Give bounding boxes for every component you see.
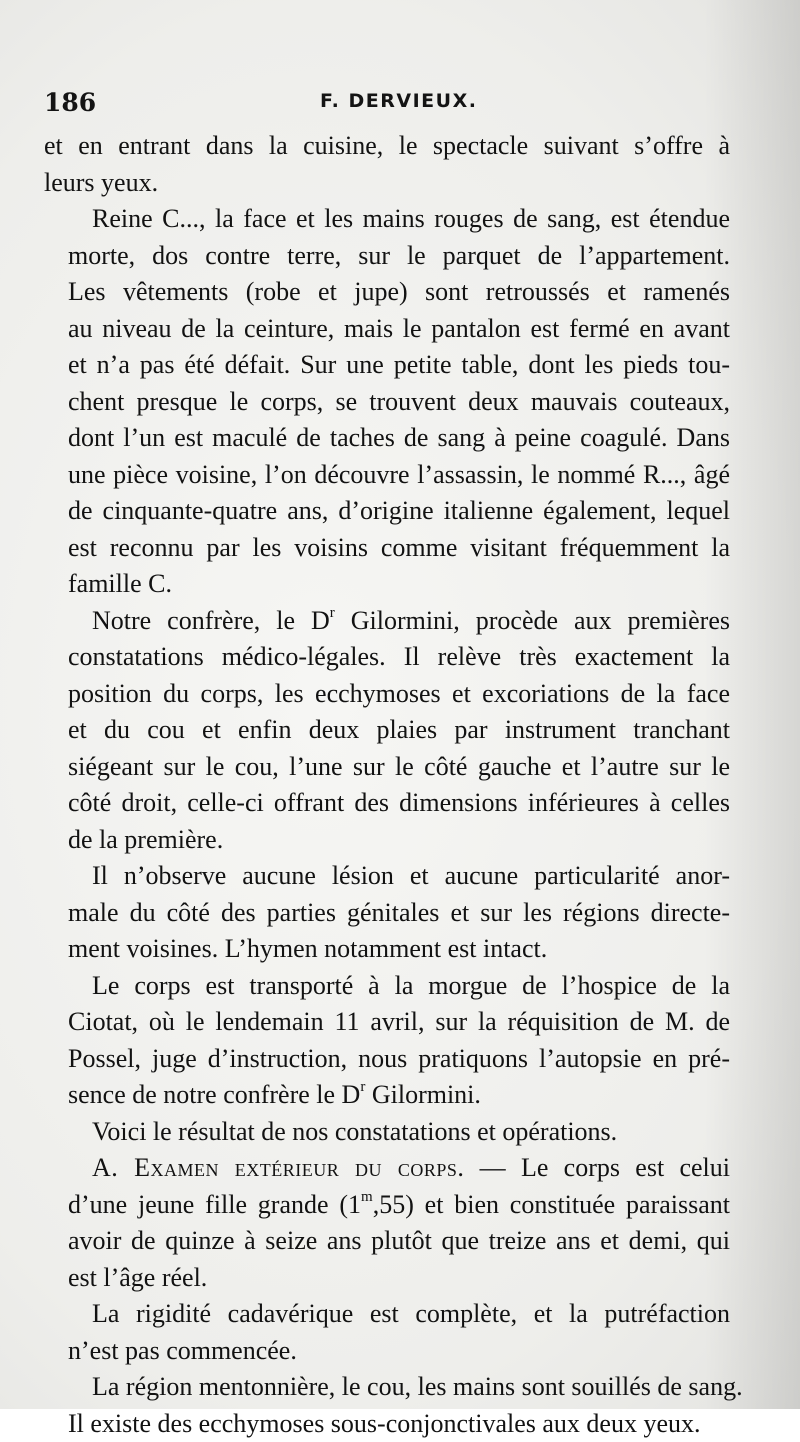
text-line: La rigidité cadavérique est complète, et la putréfaction <box>44 1296 730 1333</box>
text-line: côté droit, celle-ci offrant des dimensions inférieures à celles <box>44 785 730 822</box>
text-line: et en entrant dans la cuisine, le spectacle suivant s’offre à <box>44 128 730 165</box>
page-header <box>44 82 730 122</box>
text-line: Il existe des ecchymoses sous-conjonctivales aux deux yeux. <box>44 1406 730 1442</box>
text-line: et n’a pas été défait. Sur une petite table, dont les pieds tou- <box>44 347 730 384</box>
paragraph <box>44 858 730 968</box>
text-line: Voici le résultat de nos constatations et opérations. <box>44 1114 730 1151</box>
text-line: est reconnu par les voisins comme visitant fréquemment la <box>44 530 730 567</box>
paragraph <box>44 1114 730 1151</box>
superscript: r <box>360 1079 365 1095</box>
superscript: r <box>330 605 335 621</box>
text-line: famille C. <box>44 566 730 603</box>
text-line: Il n’observe aucune lésion et aucune particularité anor- <box>44 858 730 895</box>
paragraph <box>44 128 730 201</box>
text-line: et du cou et enfin deux plaies par instrument tranchant <box>44 712 730 749</box>
text-line: constatations médico-légales. Il relève très exactement la <box>44 639 730 676</box>
text-line: sence de notre confrère le $D^r$ Gilormini. <box>44 1077 730 1114</box>
paragraph <box>44 201 730 603</box>
text-line: de la première. <box>44 822 730 859</box>
paragraph <box>44 1369 730 1442</box>
text-line: ment voisines. L’hymen notamment est intact. <box>44 931 730 968</box>
paragraph <box>44 968 730 1114</box>
text-line: Ciotat, où le lendemain 11 avril, sur la réquisition de M. de <box>44 1004 730 1041</box>
paragraph <box>44 603 730 859</box>
text-line: male du côté des parties génitales et sur les régions directe- <box>44 895 730 932</box>
text-line: est l’âge réel. <box>44 1260 730 1297</box>
section-heading: A. Examen extérieur du corps. <box>92 1153 464 1182</box>
text-line: Reine C..., la face et les mains rouges de sang, est étendue <box>44 201 730 238</box>
running-head: F. DERVIEUX. <box>320 90 477 112</box>
text-line: une pièce voisine, l’on découvre l’assassin, le nommé R..., âgé <box>44 457 730 494</box>
text-line: avoir de quinze à seize ans plutôt que treize ans et demi, qui <box>44 1223 730 1260</box>
text-line: position du corps, les ecchymoses et excoriations de la face <box>44 676 730 713</box>
text-line: Le corps est transporté à la morgue de l’hospice de la <box>44 968 730 1005</box>
text-line: dont l’un est maculé de taches de sang à peine coagulé. Dans <box>44 420 730 457</box>
text-line: au niveau de la ceinture, mais le pantalon est fermé en avant <box>44 311 730 348</box>
text-line: chent presque le corps, se trouvent deux mauvais couteaux, <box>44 384 730 421</box>
text-line: n’est pas commencée. <box>44 1333 730 1370</box>
text-line: Notre confrère, le $D^r$ Gilormini, procède aux premières <box>44 603 730 640</box>
text-line: Possel, juge d’instruction, nous pratiquons l’autopsie en pré- <box>44 1041 730 1078</box>
text-line: leurs yeux. <box>44 165 730 202</box>
page-number: 186 <box>44 88 96 117</box>
text-line: La région mentonnière, le cou, les mains sont souillés de sang. <box>44 1369 730 1406</box>
text-line: A. Examen extérieur du corps. — Le corps est celui <box>44 1150 730 1187</box>
text-line: d’une jeune fille grande (1$^m$,55) et bien constituée paraissant <box>44 1187 730 1224</box>
text-line: de cinquante-quatre ans, d’origine italienne également, lequel <box>44 493 730 530</box>
paragraph <box>44 1296 730 1369</box>
text-line: siégeant sur le cou, l’une sur le côté gauche et l’autre sur le <box>44 749 730 786</box>
text-line: morte, dos contre terre, sur le parquet de l’appartement. <box>44 238 730 275</box>
paragraph <box>44 1150 730 1296</box>
body-text <box>44 128 730 1442</box>
superscript: m <box>361 1189 373 1205</box>
text-line: Les vêtements (robe et jupe) sont retroussés et ramenés <box>44 274 730 311</box>
